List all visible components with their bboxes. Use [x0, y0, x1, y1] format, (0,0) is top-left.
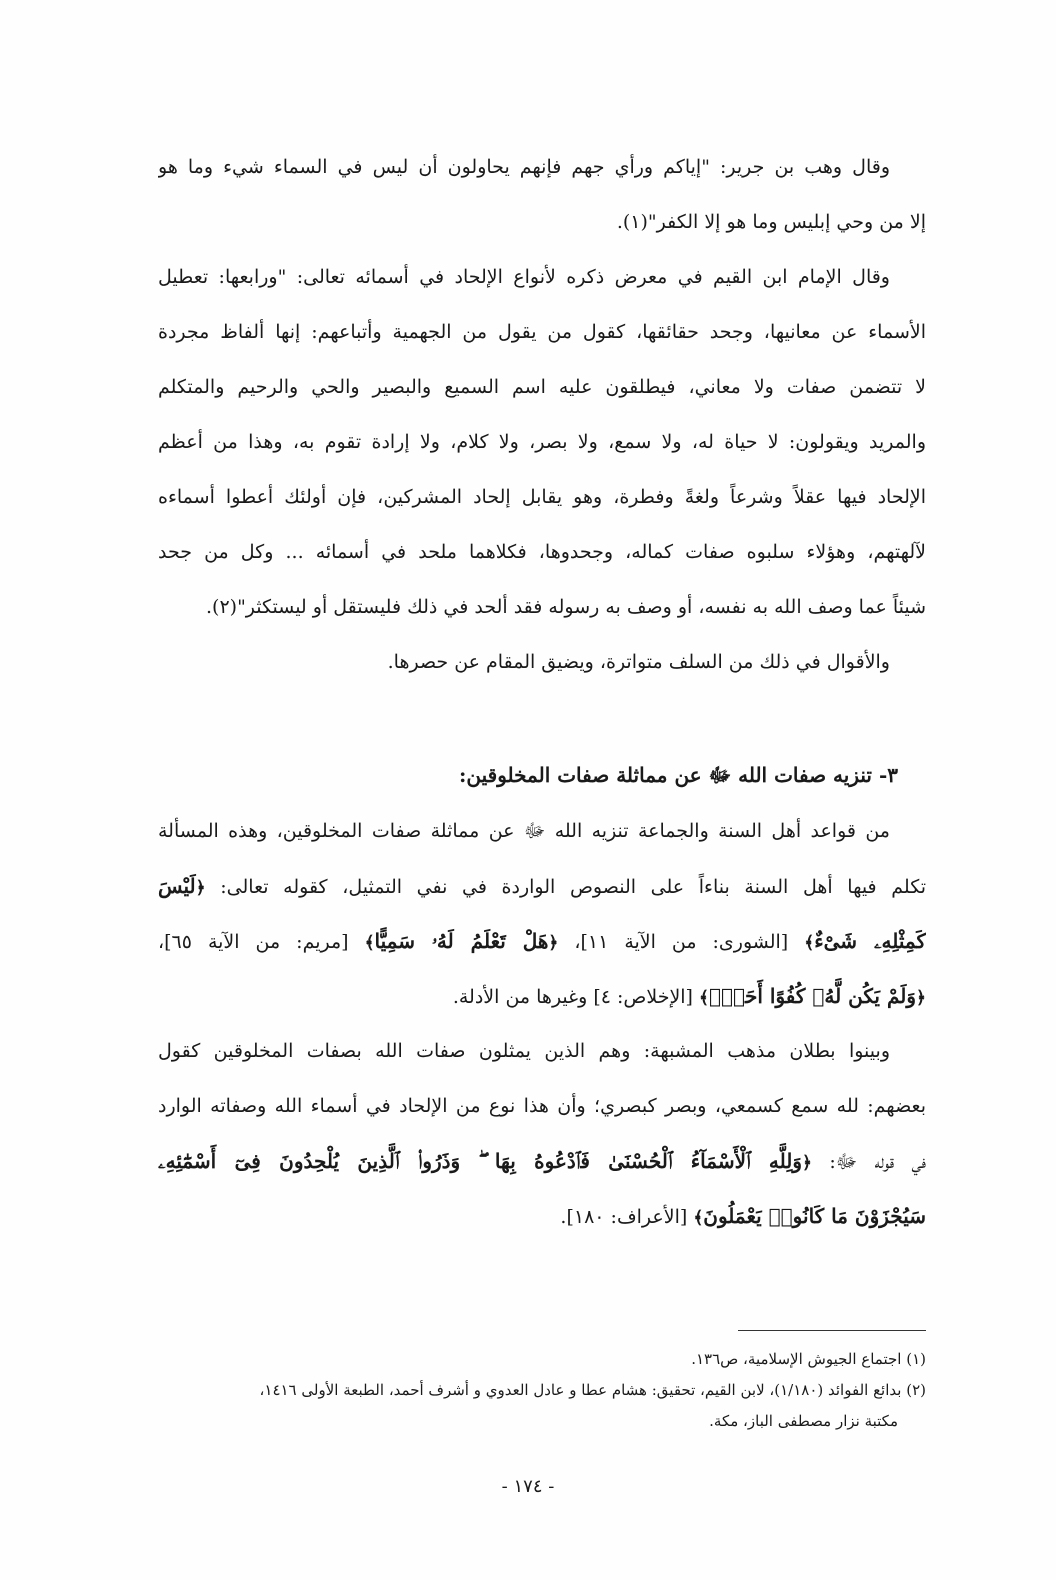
text-line: لا تتضمن صفات ولا معاني، فيطلقون عليه اسم السميع والبصير والحي والرحيم والمتكلم	[158, 376, 926, 398]
ornament-open: ﴿	[916, 988, 926, 1008]
verse-reference: [الإخلاص: ٤] وغيرها من الأدلة.	[452, 986, 693, 1008]
line-text: تكلم فيها أهل السنة بناءاً على النصوص الواردة في نفي التمثيل، كقوله تعالى:	[220, 876, 926, 898]
footnote-2-continued: مكتبة نزار مصطفى الباز، مكة.	[709, 1412, 898, 1430]
text-line: شيئاً عما وصف الله به نفسه، أو وصف به رسوله فقد ألحد في ذلك فليستقل أو ليستكثر"(٢).	[205, 596, 926, 618]
quran-verse: كَمِثْلِهِۦ شَىْءٌ	[814, 929, 926, 953]
text-line	[158, 969, 926, 1024]
text-line: وبينوا بطلان مذهب المشبهة: وهم الذين يمثلون صفات الله بصفات المخلوقين كقول	[158, 1040, 890, 1062]
ornament-close: ﴾	[804, 933, 815, 953]
quran-verse: هَلْ تَعْلَمُ لَهُۥ سَمِيًّا	[374, 929, 549, 953]
paragraph-ibn-qayyim	[158, 250, 926, 635]
text-line	[158, 1189, 926, 1244]
quran-verse: وَلِلَّهِ ٱلْأَسْمَآءُ ٱلْحُسْنَىٰ فَٱدْعُوهُ بِهَا ۖ وَذَرُوا۟ ٱلَّذِينَ يُلْحِدُونَ فِىٓ أَسْمَٰٓئِهِۦ	[158, 1149, 802, 1173]
footnotes	[158, 1344, 926, 1437]
ornament-close: ﴾	[364, 933, 375, 953]
footnote-separator	[738, 1330, 926, 1331]
paragraph-mushabbiha	[158, 1024, 926, 1244]
paragraph-wahb	[158, 140, 926, 250]
verse-reference: [مريم: من الآية ٦٥]،	[158, 931, 349, 953]
paragraph-aqwal	[158, 635, 926, 690]
text-line: والمريد ويقولون: لا حياة له، ولا سمع، ولا بصر، ولا كلام، ولا إرادة تقوم به، وهذا من أعظم	[158, 431, 926, 453]
verse-reference: [الشورى: من الآية ١١]،	[574, 931, 789, 953]
text-line	[158, 1134, 926, 1189]
text-line	[158, 859, 926, 914]
section-heading: ٣- تنزيه صفات الله ﷻ عن مماثلة صفات المخلوقين:	[458, 763, 898, 787]
text-line: الأسماء عن معانيها، وجحد حقائقها، كقول من يقول من الجهمية وأتباعهم: إنها ألفاظ مجردة	[158, 321, 926, 343]
line-text: في قوله ﷻ:	[829, 1151, 926, 1173]
page-number: - ١٧٤ -	[501, 1476, 555, 1497]
quran-verse: سَيُجْزَوْنَ مَا كَانُوا۟ يَعْمَلُونَ	[703, 1204, 926, 1228]
paragraph-tanzih	[158, 804, 926, 1024]
quran-verse: لَيْسَ	[158, 874, 196, 898]
text-line: وقال وهب بن جرير: "إياكم ورأي جهم فإنهم يحاولون أن ليس في السماء شيء وما هو	[158, 156, 890, 178]
text-line: بعضهم: لله سمع كسمعي، وبصر كبصري؛ وأن هذا نوع من الإلحاد في أسماء الله وصفاته الوارد	[158, 1095, 926, 1117]
ornament-open: ﴿	[548, 933, 559, 953]
text-line: والأقوال في ذلك من السلف متواترة، ويضيق المقام عن حصرها.	[387, 651, 890, 673]
text-line: لآلهتهم، وهؤلاء سلبوه صفات كماله، وجحدوها، فكلاهما ملحد في أسمائه ... وكل من جحد	[158, 541, 926, 563]
text-line: إلا من وحي إبليس وما هو إلا الكفر"(١).	[616, 211, 926, 233]
text-line: وقال الإمام ابن القيم في معرض ذكره لأنواع الإلحاد في أسمائه تعالى: "ورابعها: تعطيل	[158, 266, 890, 288]
verse-reference: [الأعراف: ١٨٠].	[560, 1206, 688, 1228]
text-line	[158, 914, 926, 969]
footnote-1: (١) اجتماع الجيوش الإسلامية، ص١٣٦.	[691, 1350, 926, 1368]
text-line: الإلحاد فيها عقلاً وشرعاً ولغةً وفطرة، وهو يقابل إلحاد المشركين، فإن أولئك أعطوا أسماءه	[158, 486, 926, 508]
text-line: من قواعد أهل السنة والجماعة تنزيه الله ﷻ عن مماثلة صفات المخلوقين، وهذه المسألة	[158, 820, 890, 842]
quran-verse: وَلَمْ يَكُن لَّهُۥ كُفُوًا أَحَدٌۢ	[709, 984, 917, 1008]
ornament-open: ﴿	[195, 878, 206, 898]
footnote-2: (٢) بدائع الفوائد (١/١٨٠)، لابن القيم، تحقيق: هشام عطا و عادل العدوي و أشرف أحمد، الطبعة الأولى ١٤١٦،	[259, 1381, 926, 1399]
ornament-close: ﴾	[699, 988, 709, 1008]
ornament-close: ﴾	[693, 1208, 704, 1228]
ornament-open: ﴿	[802, 1153, 812, 1173]
